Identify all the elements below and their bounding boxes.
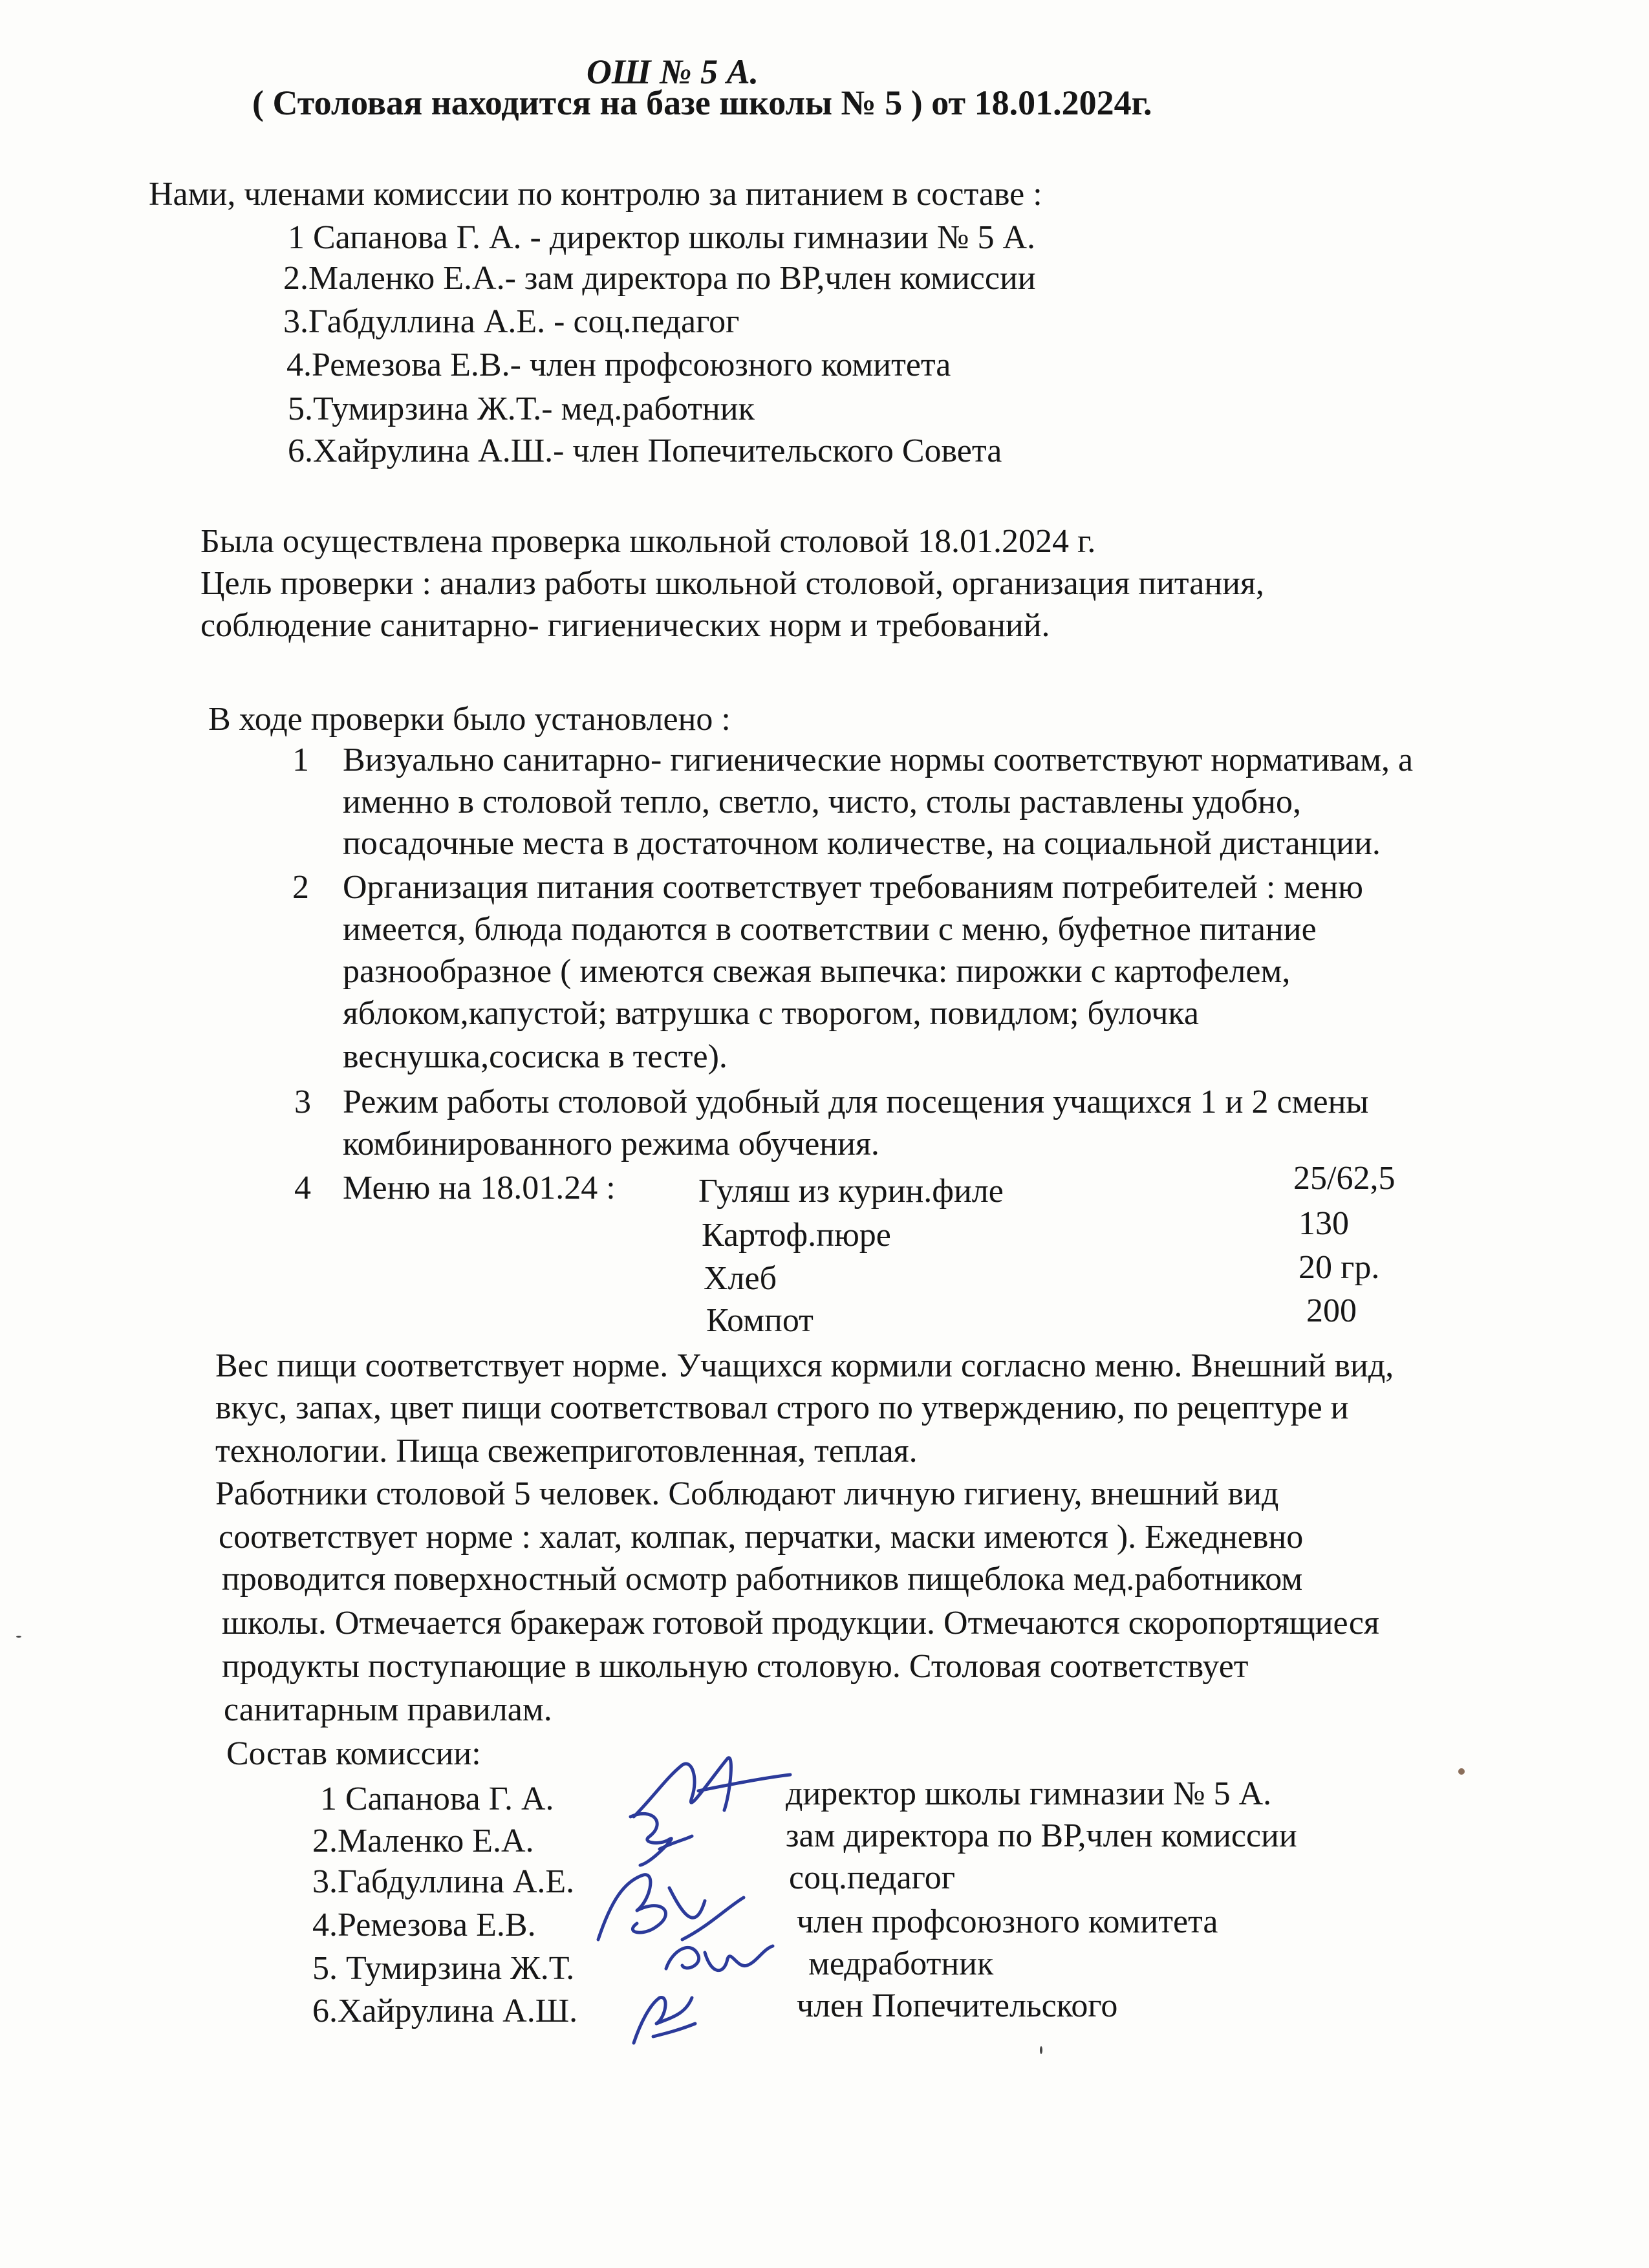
finding-number: 1 bbox=[292, 742, 309, 778]
scan-speck bbox=[1458, 1768, 1465, 1775]
finding-3-line: Режим работы столовой удобный для посещения учащихся 1 и 2 смены bbox=[343, 1084, 1369, 1120]
member-line: 6.Хайрулина А.Ш.- член Попечительского Совета bbox=[288, 433, 1002, 469]
menu-dish: Гуляш из курин.филе bbox=[698, 1173, 1004, 1210]
finding-2-line: Организация питания соответствует требованиям потребителей : меню bbox=[343, 869, 1363, 906]
conclusion-line: школы. Отмечается бракераж готовой продукции. Отмечаются скоропортящиеся bbox=[222, 1605, 1379, 1642]
commission-member-role: соц.педагог bbox=[789, 1859, 956, 1896]
commission-member-name: 2.Маленко Е.А. bbox=[312, 1823, 534, 1859]
member-line: 4.Ремезова Е.В.- член профсоюзного комитета bbox=[286, 347, 951, 383]
menu-dish: Компот bbox=[706, 1302, 814, 1339]
member-line: 2.Маленко Е.А.- зам директора по ВР,член комиссии bbox=[283, 260, 1036, 297]
commission-member-role: зам директора по ВР,член комиссии bbox=[786, 1817, 1297, 1854]
finding-2-line: веснушка,сосиска в тесте). bbox=[343, 1038, 727, 1075]
conclusion-line: соответствует норме : халат, колпак, перчатки, маски имеются ). Ежедневно bbox=[219, 1519, 1304, 1556]
menu-dish: Хлеб bbox=[704, 1260, 777, 1297]
commission-member-name: 3.Габдуллина А.Е. bbox=[312, 1863, 575, 1900]
commission-member-name: 5. Тумирзина Ж.Т. bbox=[312, 1950, 575, 1987]
conclusion-line: вкус, запах, цвет пищи соответствовал строго по утверждению, по рецептуре и bbox=[215, 1389, 1349, 1426]
scan-speck bbox=[1040, 2046, 1042, 2054]
commission-member-role: директор школы гимназии № 5 А. bbox=[786, 1775, 1272, 1812]
signature-5 bbox=[614, 1978, 711, 2056]
conclusion-line: Работники столовой 5 человек. Соблюдают личную гигиену, внешний вид bbox=[215, 1475, 1279, 1512]
document-title: ОШ № 5 А. bbox=[586, 52, 759, 91]
member-line: 1 Сапанова Г. А. - директор школы гимназии № 5 А. bbox=[288, 219, 1036, 256]
member-line: 5.Тумирзина Ж.Т.- мед.работник bbox=[288, 390, 755, 427]
conclusion-line: санитарным правилам. bbox=[224, 1691, 552, 1728]
menu-amount: 25/62,5 bbox=[1293, 1160, 1396, 1197]
menu-amount: 130 bbox=[1299, 1205, 1349, 1242]
finding-2-line: имеется, блюда подаются в соответствии с меню, буфетное питание bbox=[343, 911, 1317, 948]
menu-amount: 20 гр. bbox=[1299, 1249, 1380, 1286]
commission-member-name: 4.Ремезова Е.В. bbox=[312, 1907, 536, 1943]
conclusion-line: продукты поступающие в школьную столовую. Столовая соответствует bbox=[222, 1648, 1249, 1685]
finding-number: 4 bbox=[294, 1170, 311, 1206]
menu-dish: Картоф.пюре bbox=[702, 1217, 891, 1254]
finding-1-line: именно в столовой тепло, светло, чисто, столы раставлены удобно, bbox=[343, 784, 1301, 820]
commission-heading: Состав комиссии: bbox=[226, 1735, 481, 1772]
finding-2-line: яблоком,капустой; ватрушка с творогом, повидлом; булочка bbox=[343, 995, 1199, 1032]
menu-amount: 200 bbox=[1306, 1292, 1357, 1329]
finding-number: 3 bbox=[294, 1084, 311, 1120]
check-goal-line: Цель проверки : анализ работы школьной столовой, организация питания, bbox=[200, 565, 1264, 602]
finding-1-line: посадочные места в достаточном количестве, на социальной дистанции. bbox=[343, 825, 1381, 862]
commission-member-role: медработник bbox=[808, 1945, 994, 1982]
conclusion-line: технологии. Пища свежеприготовленная, теплая. bbox=[215, 1433, 918, 1470]
check-goal-line: соблюдение санитарно- гигиенических норм и требований. bbox=[200, 607, 1050, 644]
findings-heading: В ходе проверки было установлено : bbox=[208, 701, 731, 738]
commission-member-role: член профсоюзного комитета bbox=[797, 1903, 1218, 1940]
conclusion-line: проводится поверхностный осмотр работников пищеблока мед.работником bbox=[222, 1561, 1303, 1598]
commission-member-name: 1 Сапанова Г. А. bbox=[320, 1781, 554, 1817]
commission-member-role: член Попечительского bbox=[797, 1987, 1118, 2024]
document-subtitle: ( Столовая находится на базе школы № 5 ) от 18.01.2024г. bbox=[252, 83, 1152, 122]
scan-speck bbox=[16, 1636, 21, 1638]
finding-1-line: Визуально санитарно- гигиенические нормы соответствуют нормативам, а bbox=[343, 742, 1414, 778]
finding-2-line: разнообразное ( имеются свежая выпечка: пирожки с картофелем, bbox=[343, 953, 1291, 990]
menu-label: Меню на 18.01.24 : bbox=[343, 1170, 616, 1206]
check-line: Была осуществлена проверка школьной столовой 18.01.2024 г. bbox=[200, 523, 1096, 560]
finding-3-line: комбинированного режима обучения. bbox=[343, 1126, 879, 1162]
intro-line: Нами, членами комиссии по контролю за питанием в составе : bbox=[149, 176, 1042, 213]
commission-member-name: 6.Хайрулина А.Ш. bbox=[312, 1993, 578, 2029]
finding-number: 2 bbox=[292, 869, 309, 906]
member-line: 3.Габдуллина А.Е. - соц.педагог bbox=[283, 303, 740, 340]
conclusion-line: Вес пищи соответствует норме. Учащихся кормили согласно меню. Внешний вид, bbox=[215, 1347, 1394, 1384]
